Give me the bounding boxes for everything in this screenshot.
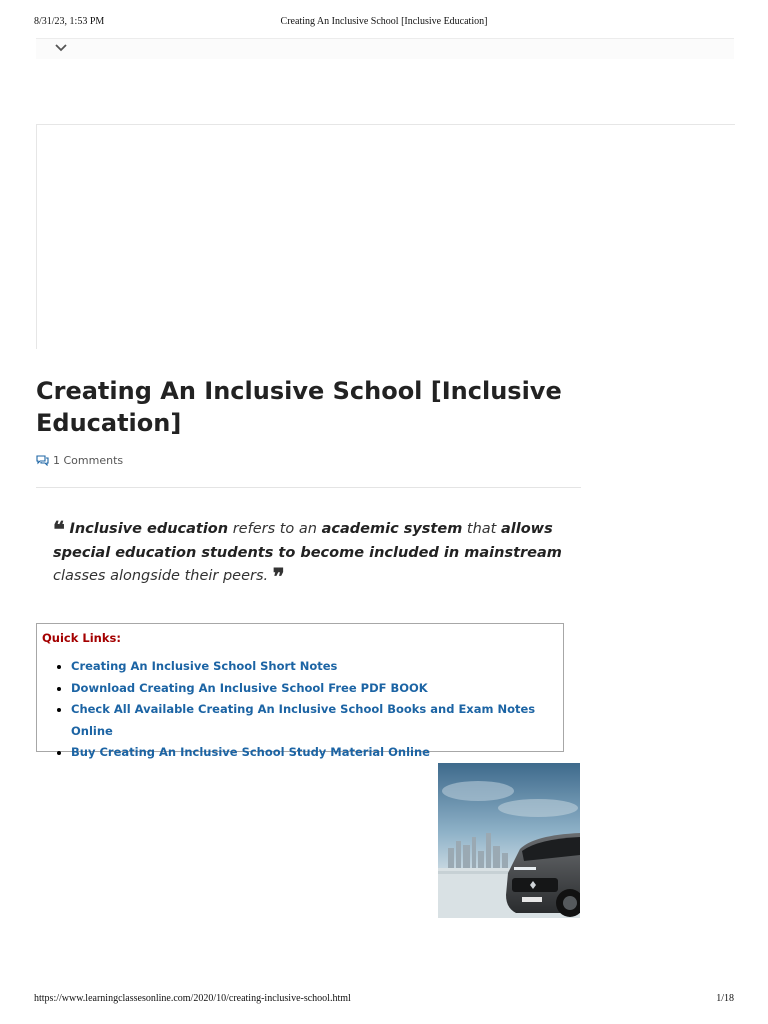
quick-link[interactable]: Check All Available Creating An Inclusive School Books and Exam Notes Online (71, 702, 536, 738)
comments-icon (36, 455, 49, 466)
page-number: 1/18 (716, 993, 734, 1004)
quote-term: allows special education students to become included in mainstream (53, 521, 562, 561)
print-title: Creating An Inclusive School [Inclusive Education] (280, 16, 488, 27)
close-quote-icon: ❞ (272, 564, 285, 590)
quote-term: Inclusive education (69, 521, 229, 537)
open-quote-icon: ❝ (53, 517, 65, 543)
list-item (71, 742, 563, 764)
quote-text: that (462, 521, 501, 537)
car-ad-illustration (438, 763, 580, 918)
quote-term: academic system (321, 521, 463, 537)
list-item (71, 656, 563, 678)
divider (36, 487, 581, 488)
comment-count[interactable] (36, 454, 123, 467)
nav-strip (36, 38, 734, 59)
print-header (34, 16, 734, 32)
quick-link[interactable]: Buy Creating An Inclusive School Study Material Online (71, 745, 430, 759)
print-date: 8/31/23, 1:53 PM (34, 16, 105, 27)
list-item (71, 699, 563, 742)
print-footer (34, 993, 734, 1009)
page-title: Creating An Inclusive School [Inclusive Education] (36, 377, 562, 437)
pull-quote (53, 518, 573, 589)
chevron-down-icon[interactable] (54, 42, 68, 54)
quick-links-list (55, 656, 563, 764)
quick-links-heading: Quick Links: (42, 631, 121, 645)
quote-text: classes alongside their peers. (53, 568, 269, 584)
quick-links-box (36, 623, 564, 759)
quick-link[interactable]: Creating An Inclusive School Short Notes (71, 659, 338, 673)
list-item (71, 678, 563, 700)
comment-count-label: 1 Comments (53, 454, 124, 467)
ad-placeholder (36, 124, 735, 349)
print-url: https://www.learningclassesonline.com/2020/10/creating-inclusive-school.html (34, 993, 351, 1004)
quote-text: refers to an (228, 521, 322, 537)
ad-image[interactable] (438, 763, 580, 918)
quick-link[interactable]: Download Creating An Inclusive School Free PDF BOOK (71, 680, 428, 695)
